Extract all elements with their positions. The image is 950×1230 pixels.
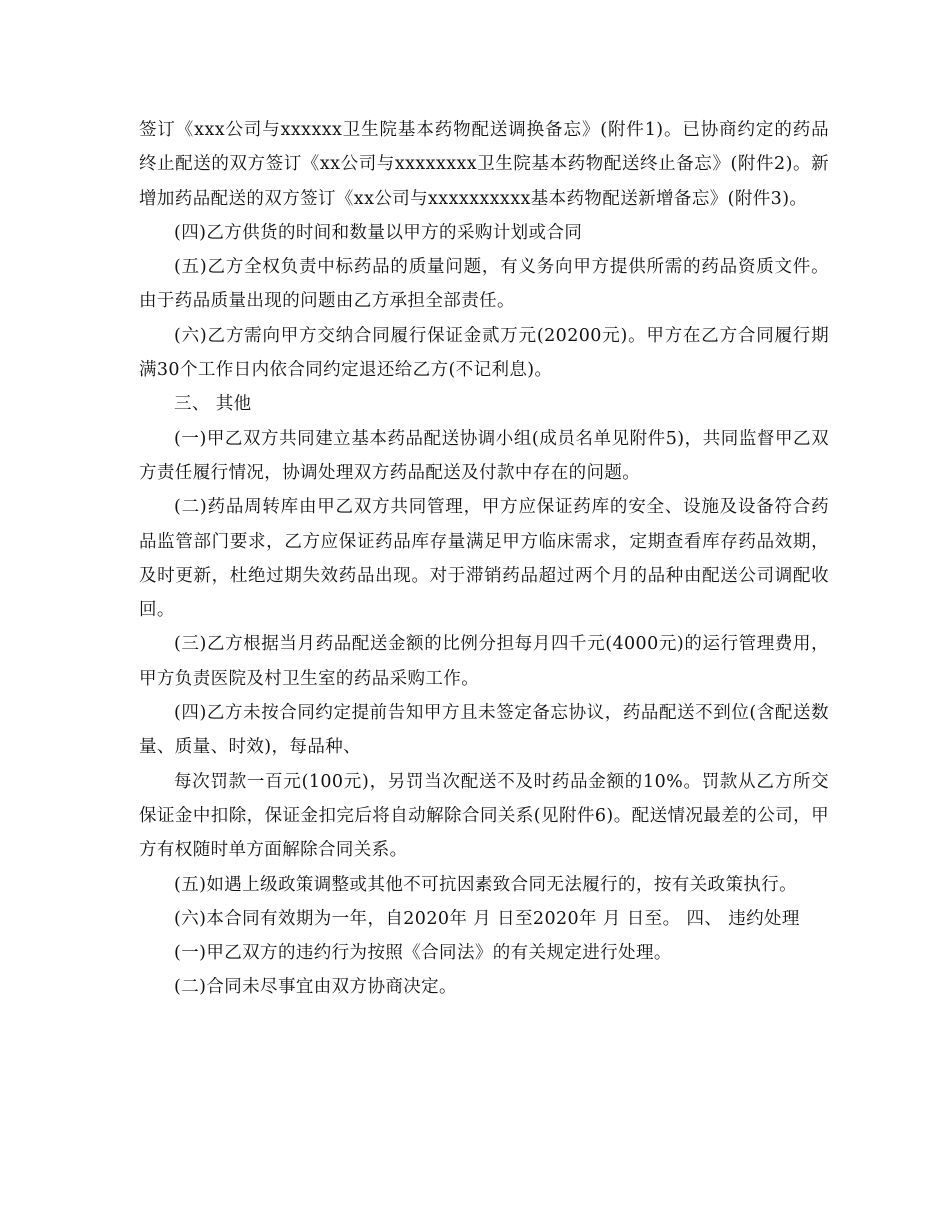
paragraph: (一)甲乙双方共同建立基本药品配送协调小组(成员名单见附件5)，共同监督甲乙双方责任履行情况，协调处理双方药品配送及付款中存在的问题。 bbox=[139, 428, 829, 483]
paragraph: (二)合同未尽事宜由双方协商决定。 bbox=[174, 977, 457, 998]
paragraph: (二)药品周转库由甲乙双方共同管理，甲方应保证药库的安全、设施及设备符合药品监管部门要求，乙方应保证药品库存量满足甲方临床需求，定期查看库存药品效期，及时更新，杜绝过期失效药品出现。对于滞销药品超过两个月的品种由配送公司调配收回。 bbox=[139, 497, 829, 621]
paragraph: (六)本合同有效期为一年，自2020年 月 日至2020年 月 日至。 四、 违约处理 bbox=[174, 908, 800, 929]
paragraph: (六)乙方需向甲方交纳合同履行保证金贰万元(20200元)。甲方在乙方合同履行期满30个工作日内依合同约定退还给乙方(不记利息)。 bbox=[139, 325, 829, 381]
document-body bbox=[139, 113, 829, 1005]
paragraph: (五)如遇上级政策调整或其他不可抗因素致合同无法履行的，按有关政策执行。 bbox=[174, 874, 798, 895]
paragraph: (四)乙方供货的时间和数量以甲方的采购计划或合同 bbox=[174, 222, 583, 243]
paragraph: (五)乙方全权负责中标药品的质量问题，有义务向甲方提供所需的药品资质文件。由于药品质量出现的问题由乙方承担全部责任。 bbox=[139, 257, 829, 312]
paragraph: 签订《xxx公司与xxxxxx卫生院基本药物配送调换备忘》(附件1)。已协商约定的药品终止配送的双方签订《xx公司与xxxxxxxx卫生院基本药物配送终止备忘》(附件2)。新增加药品配送的双方签订《xx公司与xxxxxxxxxx基本药物配送新增备忘》(附件3)。 bbox=[139, 120, 829, 209]
section-heading: 三、 其他 bbox=[174, 394, 252, 415]
paragraph: 每次罚款一百元(100元)，另罚当次配送不及时药品金额的10%。罚款从乙方所交保证金中扣除，保证金扣完后将自动解除合同关系(见附件6)。配送情况最差的公司，甲方有权随时单方面解除合同关系。 bbox=[139, 771, 829, 861]
paragraph: (四)乙方未按合同约定提前告知甲方且未签定备忘协议，药品配送不到位(含配送数量、质量、时效)，每品种、 bbox=[139, 703, 829, 758]
paragraph: (三)乙方根据当月药品配送金额的比例分担每月四千元(4000元)的运行管理费用，甲方负责医院及村卫生室的药品采购工作。 bbox=[139, 634, 829, 689]
paragraph: (一)甲乙双方的违约行为按照《合同法》的有关规定进行处理。 bbox=[174, 943, 672, 964]
